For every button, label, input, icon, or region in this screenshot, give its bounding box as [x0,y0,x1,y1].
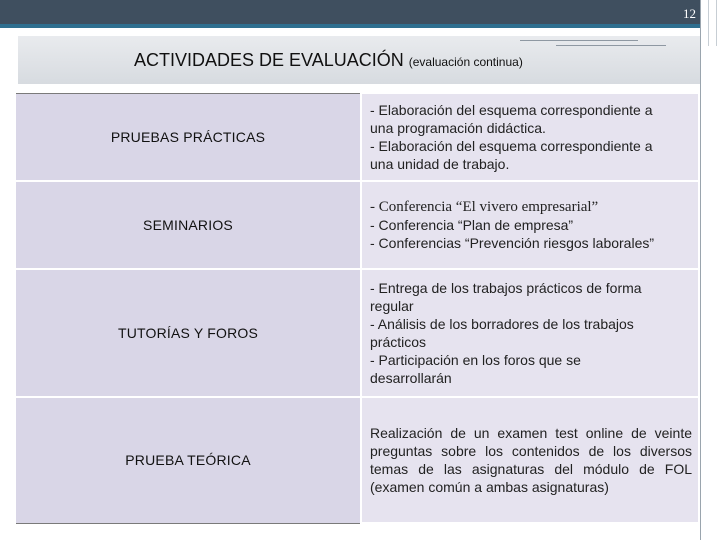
description-line: - Elaboración del esquema correspondiente a [370,102,653,118]
evaluation-table [14,92,700,524]
description-line: desarrollarán [370,370,452,386]
slide-title-sub: (evaluación continua) [408,55,523,69]
description-cell [361,269,699,397]
table-row [15,397,699,523]
description-line: - Conferencia “Plan de empresa” [370,217,574,233]
description-line: una programación didáctica. [370,120,546,136]
table-row [15,93,699,181]
category-cell: PRUEBA TEÓRICA [15,397,361,523]
right-rule [700,0,701,540]
slide-title-main: ACTIVIDADES DE EVALUACIÓN [134,50,404,70]
description-line: prácticos [370,334,427,350]
right-rule-short [716,0,717,46]
category-cell: SEMINARIOS [15,181,361,269]
header-bar [0,0,700,24]
slide-title [134,50,523,71]
category-cell: TUTORÍAS Y FOROS [15,269,361,397]
description-cell: Realización de un examen test online de veinte preguntas sobre los contenidos de los diversos temas de las asignaturas del módulo de FOL (examen común a ambas asignaturas) [361,397,699,523]
title-decoration-line [520,40,638,41]
title-decoration-line [556,45,666,46]
description-cell [361,181,699,269]
description-line: una unidad de trabajo. [370,156,510,172]
description-line: - Análisis de los borradores de los trabajos [370,316,634,332]
description-line: - Participación en los foros que se [370,352,581,368]
table-row [15,269,699,397]
description-cell [361,93,699,181]
description-line: regular [370,298,414,314]
category-cell: PRUEBAS PRÁCTICAS [15,93,361,181]
description-line: - Conferencia “El vivero empresarial” [370,199,599,215]
description-line: - Conferencias “Prevención riesgos laborales” [370,235,655,251]
description-line: - Entrega de los trabajos prácticos de forma [370,280,642,296]
page-number: 12 [683,6,696,21]
header-accent-bar [0,24,700,28]
description-line: - Elaboración del esquema correspondiente a [370,138,653,154]
table-row [15,181,699,269]
right-rule-short [708,0,709,46]
